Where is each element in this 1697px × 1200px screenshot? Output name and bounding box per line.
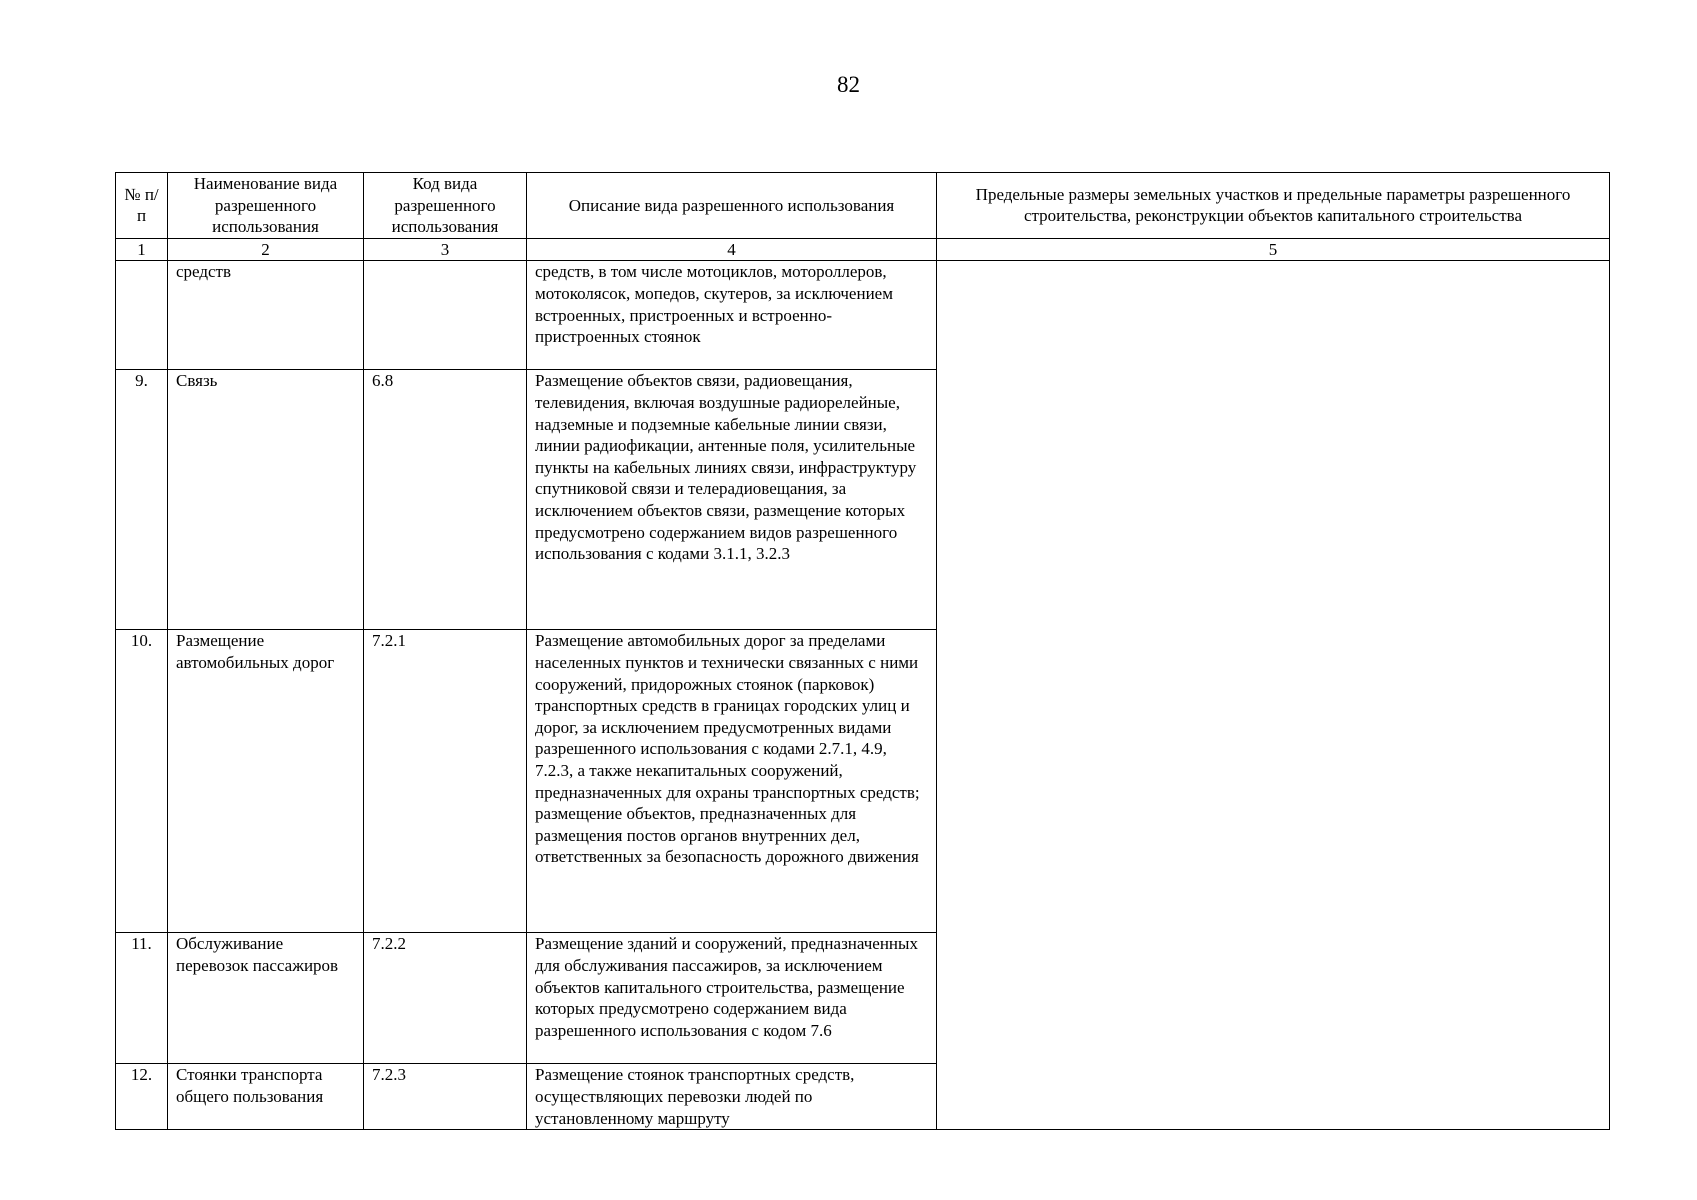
row-code: 7.2.1 bbox=[364, 630, 527, 933]
row-name: Обслуживание перевозок пассажиров bbox=[168, 933, 364, 1064]
table-header-row bbox=[116, 173, 1610, 239]
column-number: 5 bbox=[937, 238, 1610, 261]
row-number bbox=[116, 261, 168, 370]
header-name: Наименование вида разрешенного использования bbox=[168, 173, 364, 239]
row-name: Размещение автомобильных дорог bbox=[168, 630, 364, 933]
land-use-table bbox=[115, 172, 1610, 1130]
row-name: Связь bbox=[168, 370, 364, 630]
row-description: Размещение объектов связи, радиовещания, телевидения, включая воздушные радиорелейные, надземные и подземные кабельные линии связи, линии радиофикации, антенные поля, усилительные пункты на кабельных линиях связи, инфраструктуру спутниковой связи и телерадиовещания, за исключением объектов связи, размещение которых предусмотрено содержанием видов разрешенного использования с кодами 3.1.1, 3.2.3 bbox=[527, 370, 937, 630]
row-description: средств, в том числе мотоциклов, мотороллеров, мотоколясок, мопедов, скутеров, за исключением встроенных, пристроенных и встроенно-пристроенных стоянок bbox=[527, 261, 937, 370]
parameters-cell bbox=[937, 261, 1610, 1130]
column-numbers-row bbox=[116, 238, 1610, 261]
row-code: 6.8 bbox=[364, 370, 527, 630]
row-description: Размещение стоянок транспортных средств, осуществляющих перевозки людей по установленному маршруту bbox=[527, 1064, 937, 1130]
header-description: Описание вида разрешенного использования bbox=[527, 173, 937, 239]
row-number: 12. bbox=[116, 1064, 168, 1130]
column-number: 2 bbox=[168, 238, 364, 261]
table-row bbox=[116, 261, 1610, 370]
column-number: 3 bbox=[364, 238, 527, 261]
header-number: № п/п bbox=[116, 173, 168, 239]
row-code bbox=[364, 261, 527, 370]
header-parameters: Предельные размеры земельных участков и предельные параметры разрешенного строительства, реконструкции объектов капитального строительства bbox=[937, 173, 1610, 239]
page-number: 82 bbox=[837, 72, 860, 97]
row-name: Стоянки транспорта общего пользования bbox=[168, 1064, 364, 1130]
row-code: 7.2.2 bbox=[364, 933, 527, 1064]
column-number: 4 bbox=[527, 238, 937, 261]
row-number: 9. bbox=[116, 370, 168, 630]
row-number: 10. bbox=[116, 630, 168, 933]
column-number: 1 bbox=[116, 238, 168, 261]
row-description: Размещение зданий и сооружений, предназначенных для обслуживания пассажиров, за исключением объектов капитального строительства, размещение которых предусмотрено содержанием вида разрешенного использования с кодом 7.6 bbox=[527, 933, 937, 1064]
header-code: Код вида разрешенного использования bbox=[364, 173, 527, 239]
row-description: Размещение автомобильных дорог за пределами населенных пунктов и технически связанных с ними сооружений, придорожных стоянок (парковок) транспортных средств в границах городских улиц и дорог, за исключением предусмотренных видами разрешенного использования с кодами 2.7.1, 4.9, 7.2.3, а также некапитальных сооружений, предназначенных для охраны транспортных средств; размещение объектов, предназначенных для размещения постов органов внутренних дел, ответственных за безопасность дорожного движения bbox=[527, 630, 937, 933]
row-number: 11. bbox=[116, 933, 168, 1064]
row-name: средств bbox=[168, 261, 364, 370]
row-code: 7.2.3 bbox=[364, 1064, 527, 1130]
